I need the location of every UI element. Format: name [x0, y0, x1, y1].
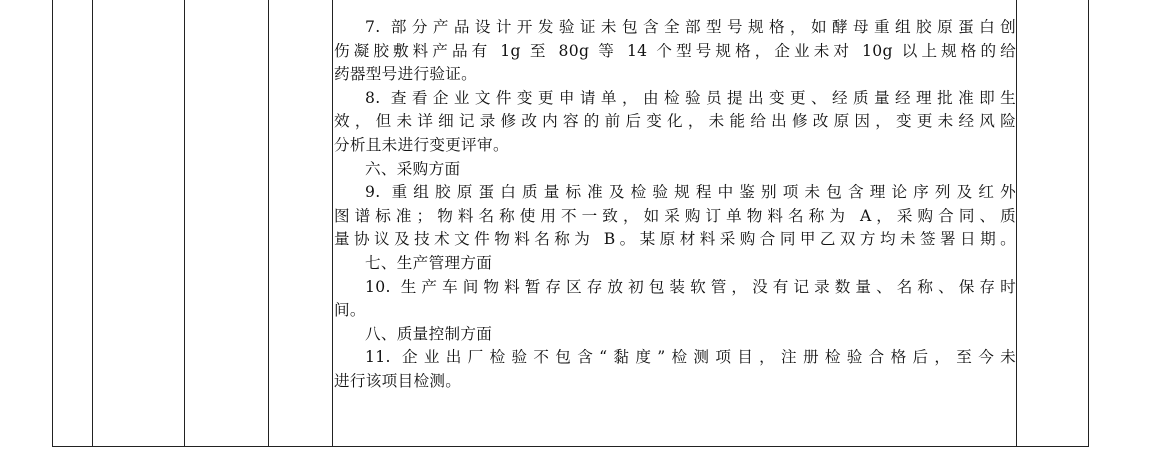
text-line: 间。 [334, 301, 366, 320]
table-column-divider [92, 0, 93, 447]
table-border-left [52, 0, 53, 447]
text-line: 效，但未详细记录修改内容的前后变化，未能给出修改原因，变更未经风险 [334, 112, 1016, 131]
text-line: 分析且未进行变更评审。 [334, 135, 509, 154]
finding-details-cell [334, 16, 1016, 394]
text-line: 药器型号进行验证。 [334, 65, 478, 84]
section-heading: 七、生产管理方面 [365, 253, 493, 272]
text-line: 伤凝胶敷料产品有 1g 至 80g 等 14 个型号规格，企业未对 10g 以上规格的给 [334, 41, 1016, 60]
text-line: 9. 重组胶原蛋白质量标准及检验规程中鉴别项未包含理论序列及红外 [365, 183, 1016, 202]
text-line: 10. 生产车间物料暂存区存放初包装软管，没有记录数量、名称、保存时 [365, 277, 1016, 296]
table-column-divider [268, 0, 269, 447]
section-heading: 八、质量控制方面 [365, 324, 493, 343]
section-heading: 六、采购方面 [365, 159, 461, 178]
table-column-divider [184, 0, 185, 447]
text-line: 量协议及技术文件物料名称为 B。某原材料采购合同甲乙双方均未签署日期。 [334, 230, 1016, 249]
text-line: 7. 部分产品设计开发验证未包含全部型号规格，如酵母重组胶原蛋白创 [365, 18, 1016, 36]
text-line: 8. 查看企业文件变更申请单，由检验员提出变更、经质量经理批准即生 [365, 88, 1016, 107]
text-line: 图谱标准；物料名称使用不一致，如采购订单物料名称为 A，采购合同、质 [334, 206, 1016, 225]
table-border-right [1088, 0, 1089, 447]
table-column-divider [1016, 0, 1017, 447]
table-border-bottom [52, 446, 1089, 447]
text-line: 进行该项目检测。 [334, 371, 462, 390]
table-column-divider [332, 0, 333, 447]
text-line: 11. 企业出厂检验不包含“黏度”检测项目，注册检验合格后，至今未 [365, 348, 1016, 367]
